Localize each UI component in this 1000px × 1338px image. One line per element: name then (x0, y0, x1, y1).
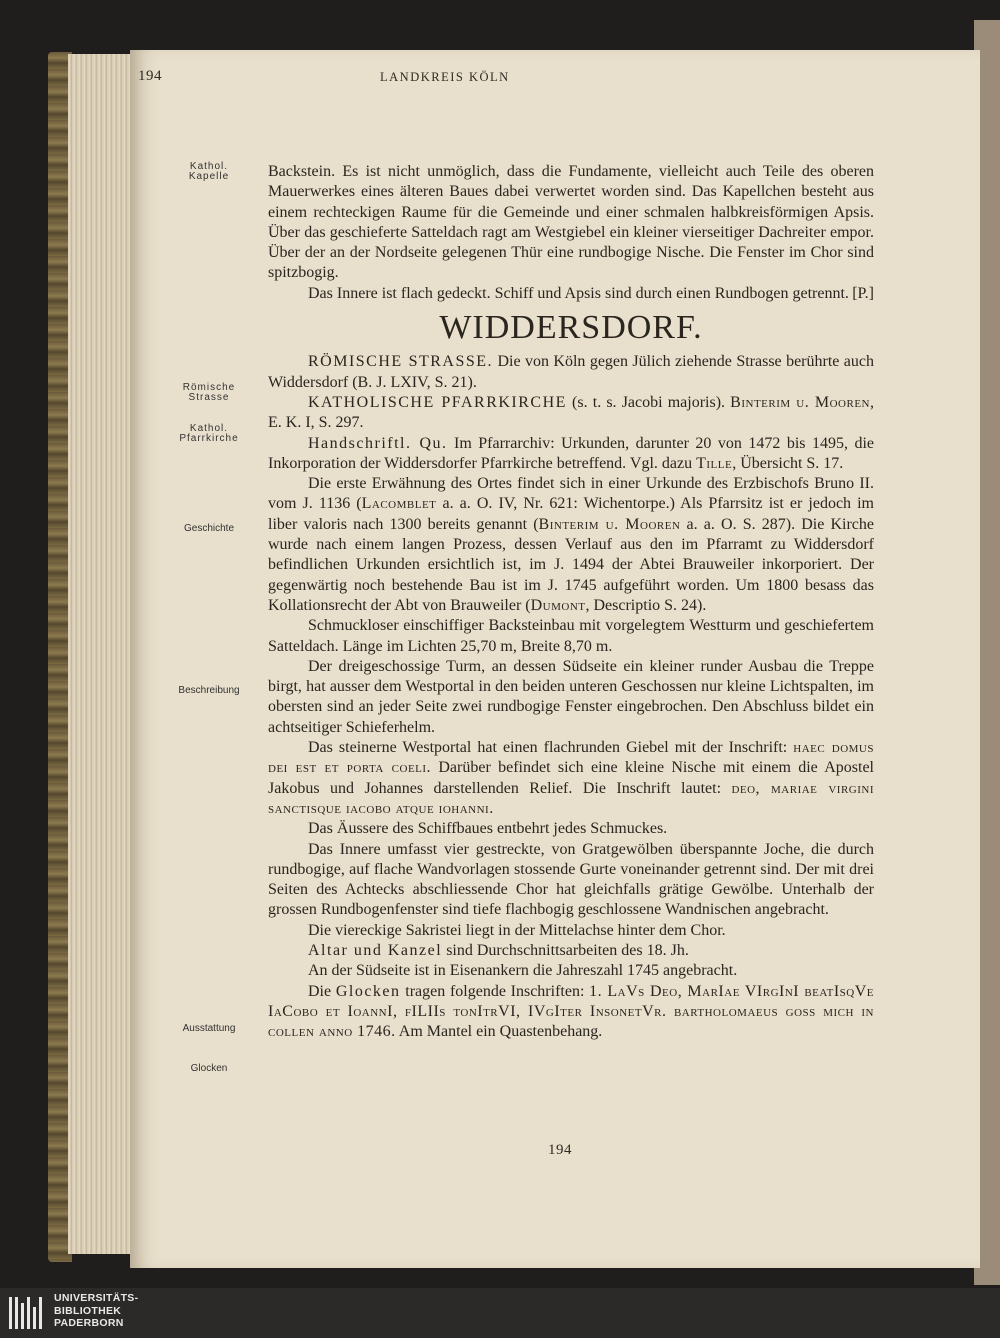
author-signature: [P.] (852, 285, 874, 303)
paragraph-text: , Übersicht S. 17. (732, 454, 844, 472)
paragraph-text: sind Durchschnittsarbeiten des 18. Jh. (442, 941, 689, 959)
author-reference: Binterim u. Mooren (730, 393, 871, 411)
paragraph-beschreibung-2: Der dreigeschossige Turm, an dessen Südseite ein kleiner runder Ausbau die Treppe birgt, hat ausser dem Westportal in den beiden unteren Geschossen nur kleine Lichtspalten, im obersten sind an jeder Seite zwei rundbogige Fenster eingebrochen. Den Abschluss bildet ein achtseitiger Schieferhelm. (268, 657, 874, 736)
paragraph-pfarrkirche (268, 393, 874, 434)
paragraph-glocken (268, 982, 874, 1043)
paragraph-roemische-strasse (268, 352, 874, 393)
margin-note-ausstattung: Ausstattung (182, 1023, 236, 1034)
logo-line: PADERBORN (54, 1317, 124, 1329)
margin-note-kathol-kapelle (170, 162, 248, 182)
paragraph-geschichte (268, 474, 874, 616)
margin-note-line: Strasse (188, 392, 230, 403)
paragraph-text: , E. K. I, S. 297. (268, 393, 875, 432)
library-logo-text (54, 1292, 138, 1330)
paragraph-text: Das steinerne Westportal hat einen flachrunden Giebel mit der Inschrift: (308, 739, 794, 757)
paragraph-text: Die (308, 982, 336, 1000)
inline-label: Glocken (335, 982, 401, 1000)
header-page-number: 194 (138, 68, 162, 84)
page-body-text (268, 162, 874, 1042)
library-logo-icon (8, 1293, 48, 1333)
margin-note-roemische-strasse (170, 383, 248, 403)
paragraph-beschreibung-6: Die viereckige Sakristei liegt in der Mittelachse hinter dem Chor. (308, 921, 726, 939)
paragraph-text: Die von Köln gegen Jülich ziehende Strasse berührte auch Widdersdorf (B. J. LXIV, S. 21). (268, 353, 874, 391)
paragraph-text: tragen folgende Inschriften: (400, 982, 590, 1000)
author-reference: Lacomblet (361, 495, 437, 513)
inline-label: Handschriftl. Qu. (308, 434, 448, 452)
paragraph-text: Die erste Erwähnung des Ortes findet sich in einer Urkunde des Erzbischofs Bruno II. vom J. 1136 ( (268, 475, 874, 513)
running-head (138, 68, 738, 88)
section-heading: WIDDERSDORF. (439, 309, 703, 347)
margin-note-line: Kapelle (188, 171, 230, 182)
logo-line: UNIVERSITÄTS- (54, 1292, 139, 1304)
paragraph-beschreibung-3 (268, 738, 874, 819)
footer-page-number: 194 (548, 1142, 572, 1158)
paragraph-text: a. a. O. IV, Nr. 621: Wichentorpe.) Als Pfarrsitz ist er jedoch im liber valoris nach 1300 bereits genannt ( (268, 495, 874, 533)
paragraph-ausstattung-2: An der Südseite ist in Eisenankern die Jahreszahl 1745 angebracht. (308, 962, 738, 980)
author-reference: Dumont (530, 596, 586, 614)
paragraph-ausstattung (268, 941, 874, 961)
running-title: LANDKREIS KÖLN (380, 70, 510, 84)
paragraph-beschreibung-4: Das Äussere des Schiffbaues entbehrt jedes Schmuckes. (308, 820, 668, 838)
margin-note-line: Kathol. (189, 161, 229, 172)
paragraph-beschreibung-1: Schmuckloser einschiffiger Backsteinbau mit vorgelegtem Westturm und geschiefertem Satteldach. Länge im Lichten 25,70 m, Breite 8,70 m. (268, 617, 874, 655)
margin-note-glocken: Glocken (190, 1063, 228, 1074)
inscription-text: haec domus dei est et porta coeli. (268, 739, 874, 777)
paragraph-beschreibung-5: Das Innere umfasst vier gestreckte, von Gratgewölben überspannte Joche, die durch rundbogige, auf flache Wandvorlagen stossende Gurte voneinander getrennt sind. Der mit drei Seiten des Achtecks abschliessende Chor hat gleichfalls grätige Gewölbe. Unterhalb der grossen Rundbogenfenster sind tiefe flachbogig geschlossene Wandnischen angebracht. (268, 840, 874, 919)
logo-line: BIBLIOTHEK (54, 1304, 122, 1317)
margin-note-geschichte: Geschichte (183, 523, 235, 534)
paragraph-kapelle-interior (268, 284, 874, 304)
paragraph-text: (s. t. s. Jacobi majoris). (566, 393, 731, 411)
margin-note-kathol-pfarrkirche (170, 424, 248, 444)
paragraph-text: Darüber befindet sich eine kleine Nische mit einem die Apostel Jakobus und Johannes darstellenden Relief. Die Inschrift lautet: (268, 759, 874, 797)
subheading-pfarrkirche: KATHOLISCHE PFARRKIRCHE (308, 393, 567, 411)
paragraph-text: a. a. O. S. 287). Die Kirche wurde nach einem langen Prozess, dessen Verlauf aus den im Pfarramt zu Widdersdorf befindlichen Urkunden ersichtlich ist, im J. 1494 der Abtei Brauweiler inkorporiert. Der gegenwärtig noch bestehende Bau ist im J. 1745 aufgeführt worden. Um 1800 besass das Kollationsrecht der Abt von Brauweiler ( (268, 515, 874, 614)
subheading-roemische-strasse: RÖMISCHE STRASSE. (308, 353, 494, 371)
author-reference: Tille (696, 454, 733, 472)
paragraph-text: , Descriptio S. 24). (585, 596, 707, 614)
library-logo-bar (0, 1288, 1000, 1338)
paragraph-text: Das Innere ist flach gedeckt. Schiff und Apsis sind durch einen Rundbogen getrennt. (308, 284, 849, 302)
page-edges (68, 54, 138, 1254)
paragraph-text: Am Mantel ein Quastenbehang. (395, 1023, 603, 1041)
margin-note-line: Pfarrkirche (179, 433, 239, 444)
margin-note-beschreibung: Beschreibung (178, 685, 240, 696)
paragraph-text: Im Pfarrarchiv: Urkunden, darunter 20 von 1472 bis 1495, die Inkorporation der Widdersdorfer Pfarrkirche betreffend. Vgl. dazu (268, 434, 875, 472)
margin-note-line: Römische (182, 382, 236, 393)
author-reference: Binterim u. Mooren (538, 515, 681, 533)
inscription-text: deo, mariae virgini sanctisque iacobo atque iohanni. (268, 779, 874, 817)
inscription-text: 1. LaVs Deo, MarIae VIrgInI beatIsqVe IaCobo et IoannI, fILIIs tonItrVI, IVgIter InsonetVr. bartholomaeus goss mich in collen anno 1746. (268, 982, 875, 1041)
margin-note-line: Kathol. (189, 423, 229, 434)
paragraph-kapelle-description: Backstein. Es ist nicht unmöglich, dass die Fundamente, vielleicht auch Teile des oberen Mauerwerkes eines älteren Baues dabei verwertet worden sind. Das Kapellchen besteht aus einem rechteckigen Raume für die Gemeinde und einer schmalen halbkreisförmigen Apsis. Über das geschieferte Satteldach ragt am Westgiebel ein kleiner vierseitiger Dachreiter empor. Über der an der Nordseite gelegenen Thür eine rundbogige Nische. Die Fenster im Chor sind spitzbogig. (268, 163, 874, 282)
inline-label: Altar und Kanzel (308, 941, 443, 959)
paragraph-handschriften (268, 434, 874, 475)
